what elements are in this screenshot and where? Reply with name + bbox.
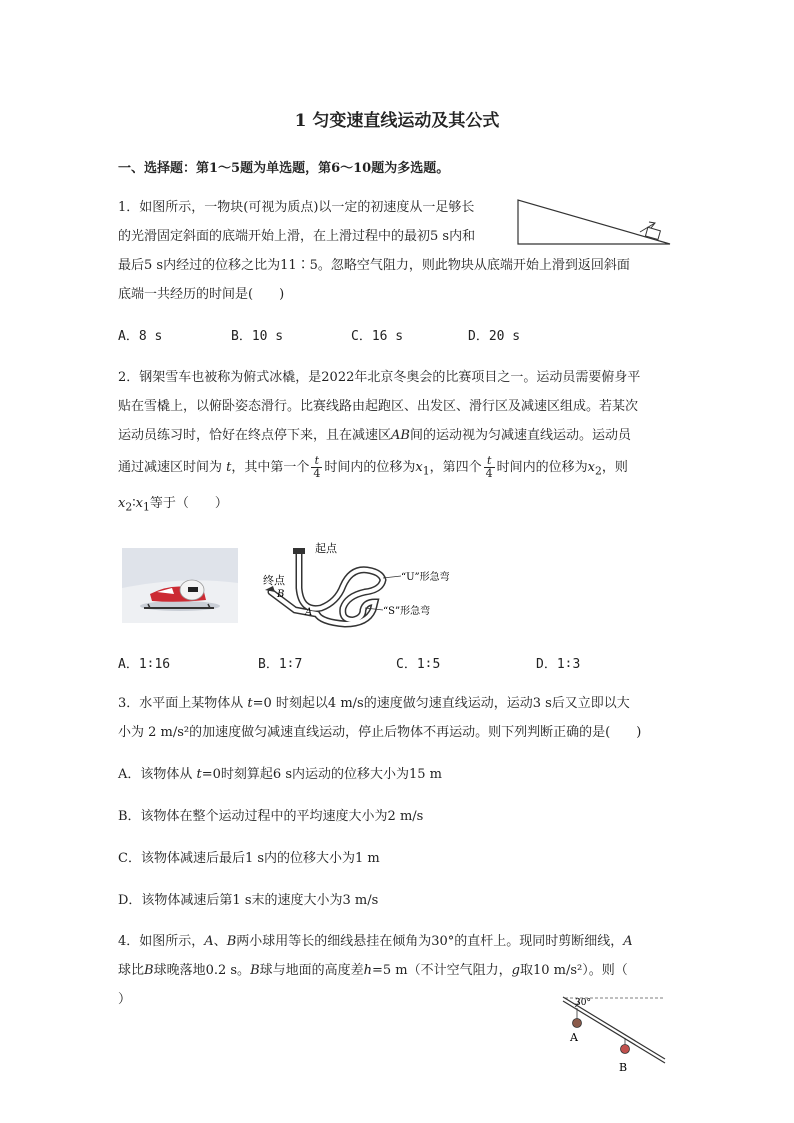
q1-option-d[interactable]: D．20 s <box>468 329 521 344</box>
label-a: A <box>305 607 313 618</box>
q1-option-b[interactable]: B．10 s <box>231 329 284 344</box>
skeleton-photo <box>122 548 238 623</box>
q2-line-3 <box>118 426 631 446</box>
q1-line-1: 1．如图所示，一物块(可视为质点)以一定的初速度从一足够长 <box>118 200 475 215</box>
q2-line-4-b: ，其中第一个 <box>231 460 310 475</box>
q3-var-t: t <box>247 696 253 711</box>
q3-option-d[interactable]: D．该物体减速后第1 s末的速度大小为3 m/s <box>118 893 379 908</box>
q2-line-4-a: 通过减速区时间为 <box>118 460 227 475</box>
q2-var-ab: AB <box>391 428 410 443</box>
q2-options <box>118 655 678 675</box>
q2-option-d[interactable]: D．1∶3 <box>536 657 581 672</box>
ball-a <box>573 1019 582 1028</box>
q1-options <box>118 327 678 347</box>
q4-line-2: 球比B球晚落地0.2 s。B球与地面的高度差h=5 m（不计空气阻力，g取10 m/s²）。则（ <box>118 963 628 978</box>
q2-line-4-e: 时间内的位移为 <box>496 460 588 475</box>
section-heading: 一、选择题：第1～5题为单选题，第6～10题为多选题。 <box>118 161 450 176</box>
track-diagram <box>255 540 480 630</box>
q2-option-c[interactable]: C．1∶5 <box>396 657 441 672</box>
page-title: 1 匀变速直线运动及其公式 <box>294 111 500 131</box>
q4-line-3: ） <box>118 992 132 1007</box>
incline-triangle <box>518 200 670 244</box>
q2-line-3-a: 运动员练习时，恰好在终点停下来，且在减速区 <box>118 428 392 443</box>
q1-line-4: 底端一共经历的时间是( ) <box>118 287 285 302</box>
q1-option-c[interactable]: C．16 s <box>351 329 404 344</box>
ball-b <box>621 1045 630 1054</box>
angle-label: 30° <box>575 998 591 1008</box>
q2-sub-2: 2 <box>595 464 602 478</box>
q2-line-1: 2．钢架雪车也被称为俯式冰橇，是2022年北京冬奥会的比赛项目之一。运动员需要俯身平 <box>118 370 641 385</box>
q2-var-x2: x <box>587 460 596 475</box>
q3-line-2: 小为 2 m/s²的加速度做匀减速直线运动，停止后物体不再运动。则下列判断正确的是( ) <box>118 725 642 740</box>
label-s-curve: “S”形急弯 <box>383 606 431 617</box>
q4-line-1: 4．如图所示，A、B两小球用等长的细线悬挂在倾角为30°的直杆上。现同时剪断细线，A <box>118 934 633 949</box>
q2-option-b[interactable]: B．1∶7 <box>258 657 303 672</box>
q2-line-5: $x_2∶x_1$等于（ ） <box>118 496 228 514</box>
label-u-curve: “U”形急弯 <box>401 572 450 583</box>
q2-line-4-d: ，第四个 <box>429 460 482 475</box>
label-end: 终点 <box>263 574 285 587</box>
label-ball-b: B <box>619 1061 628 1074</box>
fraction-t-over-4-b: $\frac{t}{4}$ <box>485 454 493 480</box>
q2-line-4 <box>118 455 628 485</box>
q1-line-3: 最后5 s内经过的位移之比为11∶5。忽略空气阻力，则此物块从底端开始上滑到返回斜面 <box>118 258 630 273</box>
start-marker <box>293 548 305 554</box>
fraction-t-over-4: $\frac{t}{4}$ <box>313 454 321 480</box>
q3-option-c[interactable]: C．该物体减速后最后1 s内的位移大小为1 m <box>118 851 380 866</box>
q3-option-a[interactable]: A．该物体从 t=0时刻算起6 s内运动的位移大小为15 m <box>118 767 443 782</box>
q3-option-b[interactable]: B．该物体在整个运动过程中的平均速度大小为2 m/s <box>118 809 424 824</box>
q2-var-t: t <box>226 460 232 475</box>
q2-var-x1: x <box>415 460 423 475</box>
q3-line-1: 3．水平面上某物体从 t=0 时刻起以4 m/s的速度做匀速直线运动，运动3 s后又立即以大 <box>118 696 630 711</box>
q2-line-4-f: ，则 <box>601 460 628 475</box>
q1-option-a[interactable]: A．8 s <box>118 329 163 344</box>
label-start: 起点 <box>315 542 337 555</box>
q1-line-2: 的光滑固定斜面的底端开始上滑，在上滑过程中的最初5 s内和 <box>118 229 476 244</box>
q2-sub-1: 1 <box>422 464 430 478</box>
label-b: B <box>277 589 285 600</box>
q2-line-3-c: 间的运动视为匀减速直线运动。运动员 <box>409 428 631 443</box>
incline-figure <box>515 197 675 249</box>
q2-line-4-c: 时间内的位移为 <box>324 460 416 475</box>
label-ball-a: A <box>570 1031 578 1044</box>
rod-figure <box>555 993 670 1075</box>
q2-line-2: 贴在雪橇上，以俯卧姿态滑行。比赛线路由起跑区、出发区、滑行区及减速区组成。若某次 <box>118 399 639 414</box>
q2-option-a[interactable]: A．1∶16 <box>118 657 171 672</box>
